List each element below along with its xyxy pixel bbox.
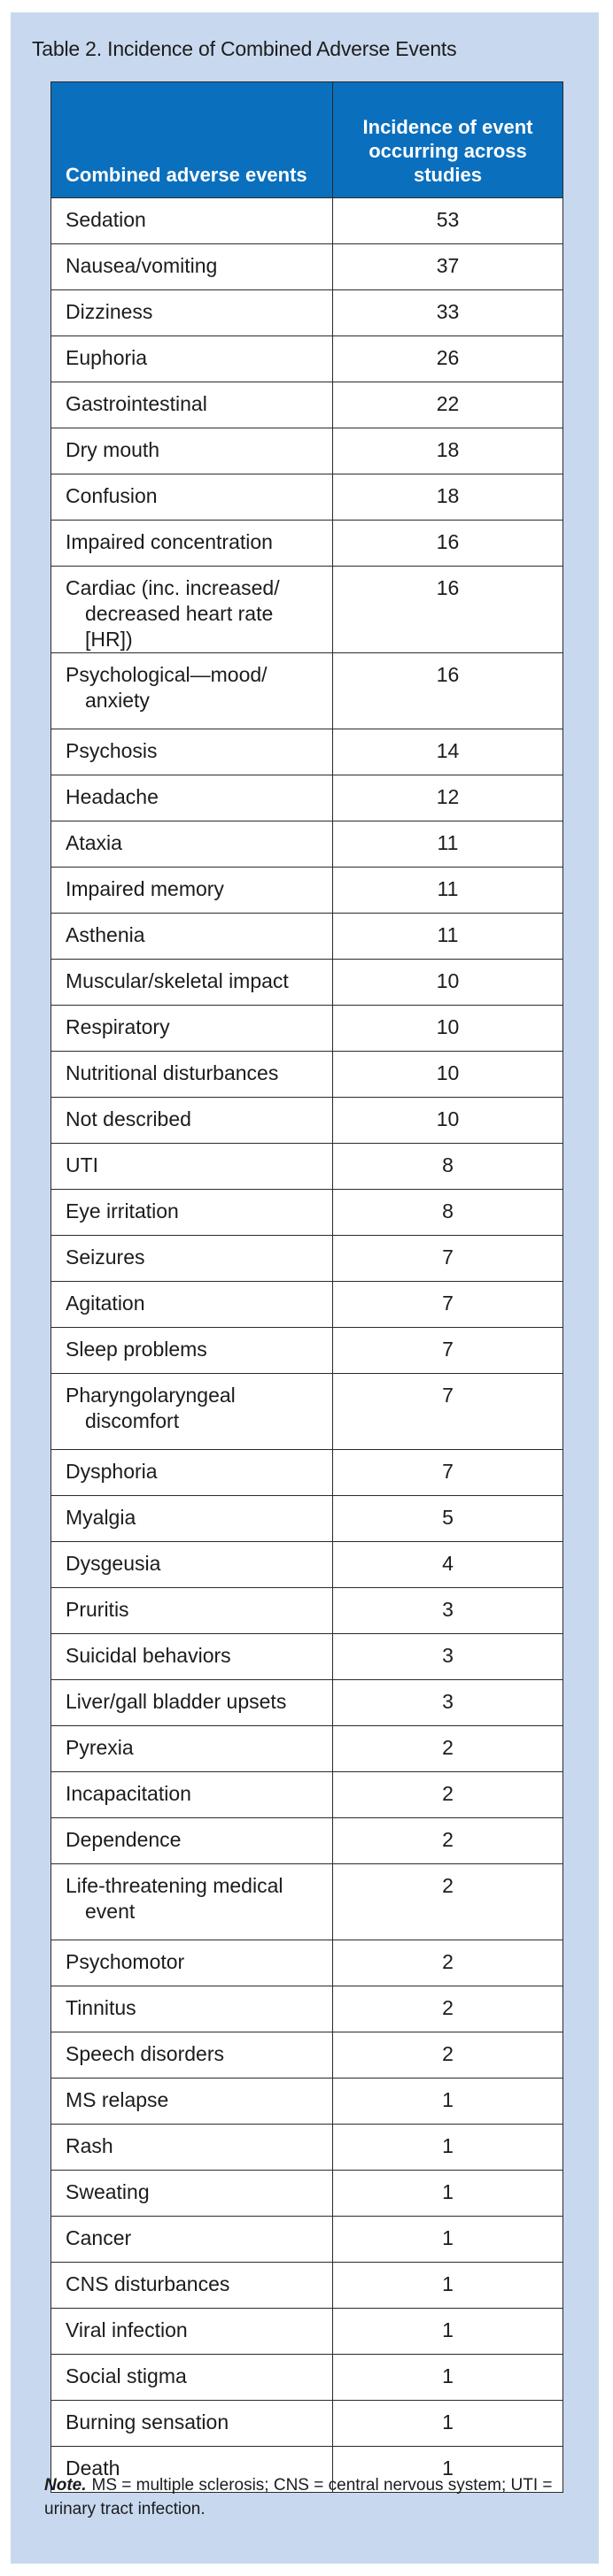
table-row	[51, 2263, 563, 2309]
event-name: Confusion	[66, 484, 158, 507]
event-name-cell	[51, 1986, 333, 2032]
event-name: Cardiac (inc. increased/ decreased heart rate [HR])	[66, 576, 280, 651]
event-name: Headache	[66, 785, 159, 808]
table-row	[51, 2355, 563, 2401]
event-name: Not described	[66, 1107, 191, 1130]
event-name: Liver/gall bladder upsets	[66, 1690, 287, 1713]
event-name: Viral infection	[66, 2318, 188, 2341]
incidence-value: 1	[333, 2217, 563, 2263]
table-row	[51, 1144, 563, 1190]
column-header-incidence: Incidence of event occurring across studies	[333, 82, 563, 198]
incidence-value: 1	[333, 2263, 563, 2309]
table-row	[51, 914, 563, 960]
incidence-value: 37	[333, 244, 563, 290]
incidence-value: 5	[333, 1496, 563, 1542]
event-name-cell	[51, 1328, 333, 1374]
incidence-value: 14	[333, 729, 563, 775]
event-name-cell	[51, 290, 333, 336]
event-name: Speech disorders	[66, 2042, 224, 2065]
note-text: MS = multiple sclerosis; CNS = central nervous system; UTI = urinary tract infection.	[44, 2476, 553, 2518]
table-row	[51, 244, 563, 290]
event-name: Asthenia	[66, 923, 145, 946]
event-name-cell	[51, 1144, 333, 1190]
incidence-value: 7	[333, 1328, 563, 1374]
event-name: Sedation	[66, 208, 146, 231]
incidence-value: 10	[333, 1098, 563, 1144]
table-row	[51, 1450, 563, 1496]
table-row	[51, 1328, 563, 1374]
table-row	[51, 336, 563, 382]
event-name-cell	[51, 567, 333, 653]
event-name: Rash	[66, 2134, 113, 2157]
table-caption: Table 2. Incidence of Combined Adverse Events	[32, 37, 457, 60]
event-name-cell	[51, 2079, 333, 2125]
event-name: CNS disturbances	[66, 2272, 230, 2295]
table-row	[51, 1864, 563, 1940]
note-label: Note.	[44, 2476, 87, 2495]
event-name: Psychological—mood/ anxiety	[66, 663, 268, 712]
incidence-value: 3	[333, 1634, 563, 1680]
event-name-cell	[51, 1282, 333, 1328]
table-row	[51, 382, 563, 428]
incidence-value: 11	[333, 868, 563, 914]
table-row	[51, 2079, 563, 2125]
table-row	[51, 1236, 563, 1282]
event-name: Psychomotor	[66, 1950, 185, 1973]
incidence-value: 16	[333, 567, 563, 653]
incidence-value: 18	[333, 428, 563, 474]
event-name-cell	[51, 1190, 333, 1236]
event-name: Impaired memory	[66, 877, 224, 900]
table-row	[51, 1726, 563, 1772]
incidence-value: 12	[333, 775, 563, 821]
event-name-cell	[51, 1052, 333, 1098]
event-name: Euphoria	[66, 346, 148, 369]
event-name-cell	[51, 1374, 333, 1450]
event-name-cell	[51, 1726, 333, 1772]
incidence-value: 7	[333, 1282, 563, 1328]
event-name: MS relapse	[66, 2088, 169, 2111]
table-row	[51, 1818, 563, 1864]
incidence-value: 1	[333, 2125, 563, 2171]
incidence-value: 2	[333, 1940, 563, 1986]
table-row	[51, 567, 563, 653]
incidence-value: 26	[333, 336, 563, 382]
incidence-value: 53	[333, 198, 563, 244]
table-row	[51, 1006, 563, 1052]
table-row	[51, 1634, 563, 1680]
table-row	[51, 1190, 563, 1236]
incidence-value: 10	[333, 1006, 563, 1052]
event-name-cell	[51, 336, 333, 382]
event-name-cell	[51, 521, 333, 567]
event-name: Dizziness	[66, 300, 153, 323]
event-name-cell	[51, 1006, 333, 1052]
incidence-value: 1	[333, 2171, 563, 2217]
incidence-value: 4	[333, 1542, 563, 1588]
incidence-value: 1	[333, 2401, 563, 2447]
event-name: Cancer	[66, 2226, 132, 2249]
event-name-cell	[51, 2171, 333, 2217]
event-name-cell	[51, 2355, 333, 2401]
event-name: Gastrointestinal	[66, 392, 207, 415]
table-header	[51, 82, 563, 198]
table-row	[51, 1374, 563, 1450]
event-name-cell	[51, 474, 333, 521]
incidence-value: 11	[333, 821, 563, 868]
event-name: Tinnitus	[66, 1996, 136, 2019]
incidence-value: 8	[333, 1190, 563, 1236]
event-name-cell	[51, 1098, 333, 1144]
incidence-value: 7	[333, 1374, 563, 1450]
event-name-cell	[51, 960, 333, 1006]
incidence-value: 1	[333, 2355, 563, 2401]
event-name-cell	[51, 1236, 333, 1282]
event-name-cell	[51, 1496, 333, 1542]
table-row	[51, 2171, 563, 2217]
table-row	[51, 1542, 563, 1588]
event-name: Sweating	[66, 2180, 150, 2203]
event-name-cell	[51, 1772, 333, 1818]
event-name: Respiratory	[66, 1015, 170, 1038]
event-name: Dependence	[66, 1828, 182, 1851]
event-name-cell	[51, 1542, 333, 1588]
table-row	[51, 1680, 563, 1726]
incidence-value: 10	[333, 960, 563, 1006]
incidence-value: 2	[333, 1772, 563, 1818]
event-name-cell	[51, 2263, 333, 2309]
event-name: Impaired concentration	[66, 530, 273, 553]
event-name: Pruritis	[66, 1598, 129, 1621]
incidence-value: 2	[333, 1818, 563, 1864]
table-row	[51, 2125, 563, 2171]
event-name-cell	[51, 1634, 333, 1680]
table-row	[51, 960, 563, 1006]
event-name-cell	[51, 2217, 333, 2263]
event-name: Nausea/vomiting	[66, 254, 218, 277]
event-name-cell	[51, 1864, 333, 1940]
incidence-value: 2	[333, 1726, 563, 1772]
incidence-value: 7	[333, 1236, 563, 1282]
event-name: Muscular/skeletal impact	[66, 969, 289, 992]
event-name: Suicidal behaviors	[66, 1644, 231, 1667]
incidence-value: 22	[333, 382, 563, 428]
incidence-value: 18	[333, 474, 563, 521]
event-name-cell	[51, 1818, 333, 1864]
event-name: Life-threatening medical event	[66, 1874, 283, 1923]
event-name-cell	[51, 2309, 333, 2355]
event-name: Sleep problems	[66, 1338, 207, 1361]
incidence-value: 33	[333, 290, 563, 336]
event-name-cell	[51, 868, 333, 914]
event-name: Incapacitation	[66, 1782, 191, 1805]
incidence-value: 3	[333, 1588, 563, 1634]
event-name-cell	[51, 821, 333, 868]
table-row	[51, 1940, 563, 1986]
event-name: Pyrexia	[66, 1736, 134, 1759]
event-name-cell	[51, 775, 333, 821]
event-name: Psychosis	[66, 739, 158, 762]
table-row	[51, 474, 563, 521]
table-row	[51, 1098, 563, 1144]
table-row	[51, 428, 563, 474]
event-name-cell	[51, 653, 333, 729]
adverse-events-table	[50, 81, 563, 2493]
table-row	[51, 290, 563, 336]
table-row	[51, 821, 563, 868]
incidence-value: 2	[333, 2032, 563, 2079]
event-name: Dysgeusia	[66, 1552, 161, 1575]
table-row	[51, 2401, 563, 2447]
event-name-cell	[51, 2401, 333, 2447]
event-name: Social stigma	[66, 2364, 187, 2387]
event-name-cell	[51, 2032, 333, 2079]
event-name: Burning sensation	[66, 2410, 229, 2433]
event-name-cell	[51, 1450, 333, 1496]
incidence-value: 16	[333, 653, 563, 729]
table-row	[51, 1496, 563, 1542]
event-name-cell	[51, 1680, 333, 1726]
event-name-cell	[51, 1940, 333, 1986]
event-name: Agitation	[66, 1292, 145, 1315]
table-row	[51, 1588, 563, 1634]
table-row	[51, 1282, 563, 1328]
incidence-value: 10	[333, 1052, 563, 1098]
table-body	[51, 198, 563, 2493]
incidence-value: 1	[333, 2309, 563, 2355]
incidence-value: 2	[333, 1986, 563, 2032]
event-name-cell	[51, 428, 333, 474]
incidence-value: 1	[333, 2447, 563, 2493]
event-name-cell	[51, 1588, 333, 1634]
table-row	[51, 868, 563, 914]
incidence-value: 7	[333, 1450, 563, 1496]
event-name-cell	[51, 244, 333, 290]
incidence-value: 1	[333, 2079, 563, 2125]
incidence-value: 16	[333, 521, 563, 567]
incidence-value: 3	[333, 1680, 563, 1726]
table-row	[51, 775, 563, 821]
incidence-value: 8	[333, 1144, 563, 1190]
table-row	[51, 521, 563, 567]
table-row	[51, 198, 563, 244]
column-header-events: Combined adverse events	[51, 82, 333, 198]
incidence-value: 11	[333, 914, 563, 960]
event-name: Eye irritation	[66, 1199, 179, 1222]
table-row	[51, 2217, 563, 2263]
table-row	[51, 2309, 563, 2355]
table-row	[51, 729, 563, 775]
event-name: Nutritional disturbances	[66, 1061, 279, 1084]
event-name-cell	[51, 729, 333, 775]
event-name: Myalgia	[66, 1506, 136, 1529]
event-name: Dysphoria	[66, 1460, 158, 1483]
incidence-value: 2	[333, 1864, 563, 1940]
event-name-cell	[51, 2125, 333, 2171]
event-name: Pharyngolaryngeal discomfort	[66, 1384, 236, 1432]
table-note	[44, 2473, 585, 2521]
event-name: Ataxia	[66, 831, 122, 854]
event-name: Death	[66, 2456, 120, 2480]
event-name-cell	[51, 914, 333, 960]
event-name: UTI	[66, 1153, 99, 1176]
table-row	[51, 1052, 563, 1098]
table-row	[51, 653, 563, 729]
table-row	[51, 1986, 563, 2032]
event-name-cell	[51, 198, 333, 244]
table-row	[51, 1772, 563, 1818]
event-name: Seizures	[66, 1246, 145, 1269]
table-row	[51, 2032, 563, 2079]
event-name-cell	[51, 382, 333, 428]
event-name: Dry mouth	[66, 438, 160, 461]
